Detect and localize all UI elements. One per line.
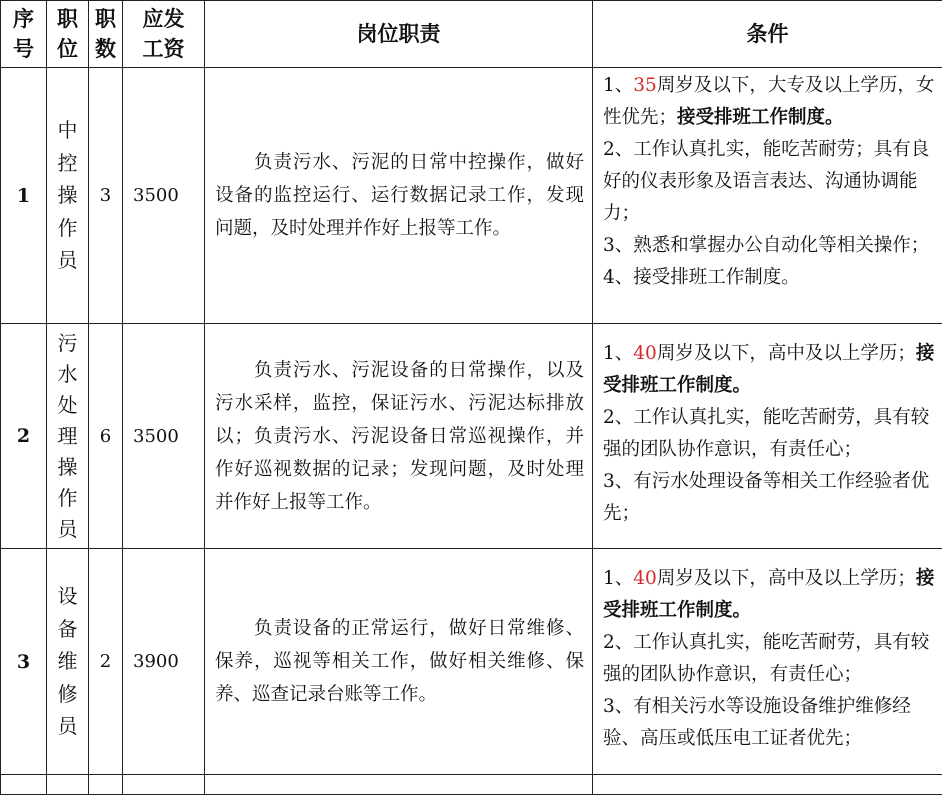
header-duties: 岗位职责 — [205, 1, 593, 68]
table-row-partial — [1, 775, 942, 795]
row-count: 3 — [89, 68, 123, 324]
header-salary: 应发 工资 — [123, 1, 205, 68]
row-salary: 3900 — [123, 549, 205, 775]
header-conditions: 条件 — [593, 1, 942, 68]
header-index: 序 号 — [1, 1, 47, 68]
row-index: 2 — [1, 324, 47, 549]
row-duties: 负责设备的正常运行，做好日常维修、保养，巡视等相关工作，做好相关维修、保养、巡查记录台账等工作。 — [205, 549, 593, 775]
row-conditions — [593, 68, 942, 324]
row-conditions — [593, 324, 942, 549]
row-conditions — [593, 549, 942, 775]
condition-item: 1、40周岁及以下，高中及以上学历；接受排班工作制度。 — [603, 563, 938, 627]
row-salary: 3500 — [123, 68, 205, 324]
row-duties: 负责污水、污泥设备的日常操作，以及污水采样，监控，保证污水、污泥达标排放以；负责污水、污泥设备日常巡视操作，并作好巡视数据的记录；发现问题，及时处理并作好上报等工作。 — [205, 324, 593, 549]
condition-item: 2、工作认真扎实，能吃苦耐劳，具有较强的团队协作意识，有责任心； — [603, 627, 938, 691]
table-row — [1, 549, 942, 775]
row-title: 中 控 操 作 员 — [47, 68, 89, 324]
table-row — [1, 68, 942, 324]
header-title: 职 位 — [47, 1, 89, 68]
row-count: 2 — [89, 549, 123, 775]
row-count: 6 — [89, 324, 123, 549]
condition-item: 3、熟悉和掌握办公自动化等相关操作； — [603, 230, 938, 262]
row-index: 3 — [1, 549, 47, 775]
condition-item: 2、工作认真扎实，能吃苦耐劳，具有较强的团队协作意识，有责任心； — [603, 402, 938, 466]
header-row — [1, 1, 942, 68]
condition-item: 3、有污水处理设备等相关工作经验者优先； — [603, 466, 938, 530]
condition-item: 1、40周岁及以下，高中及以上学历；接受排班工作制度。 — [603, 338, 938, 402]
condition-item: 2、工作认真扎实，能吃苦耐劳；具有良好的仪表形象及语言表达、沟通协调能力； — [603, 134, 938, 230]
header-count: 职 数 — [89, 1, 123, 68]
row-title: 污 水 处 理 操 作 员 — [47, 324, 89, 549]
condition-item: 3、有相关污水等设施设备维护维修经验、高压或低压电工证者优先； — [603, 691, 938, 755]
condition-item: 4、接受排班工作制度。 — [603, 262, 938, 294]
table-row — [1, 324, 942, 549]
row-index: 1 — [1, 68, 47, 324]
row-duties: 负责污水、污泥的日常中控操作，做好设备的监控运行、运行数据记录工作，发现问题，及时处理并作好上报等工作。 — [205, 68, 593, 324]
row-title: 设 备 维 修 员 — [47, 549, 89, 775]
condition-item: 1、35周岁及以下，大专及以上学历，女性优先；接受排班工作制度。 — [603, 70, 938, 134]
row-salary: 3500 — [123, 324, 205, 549]
